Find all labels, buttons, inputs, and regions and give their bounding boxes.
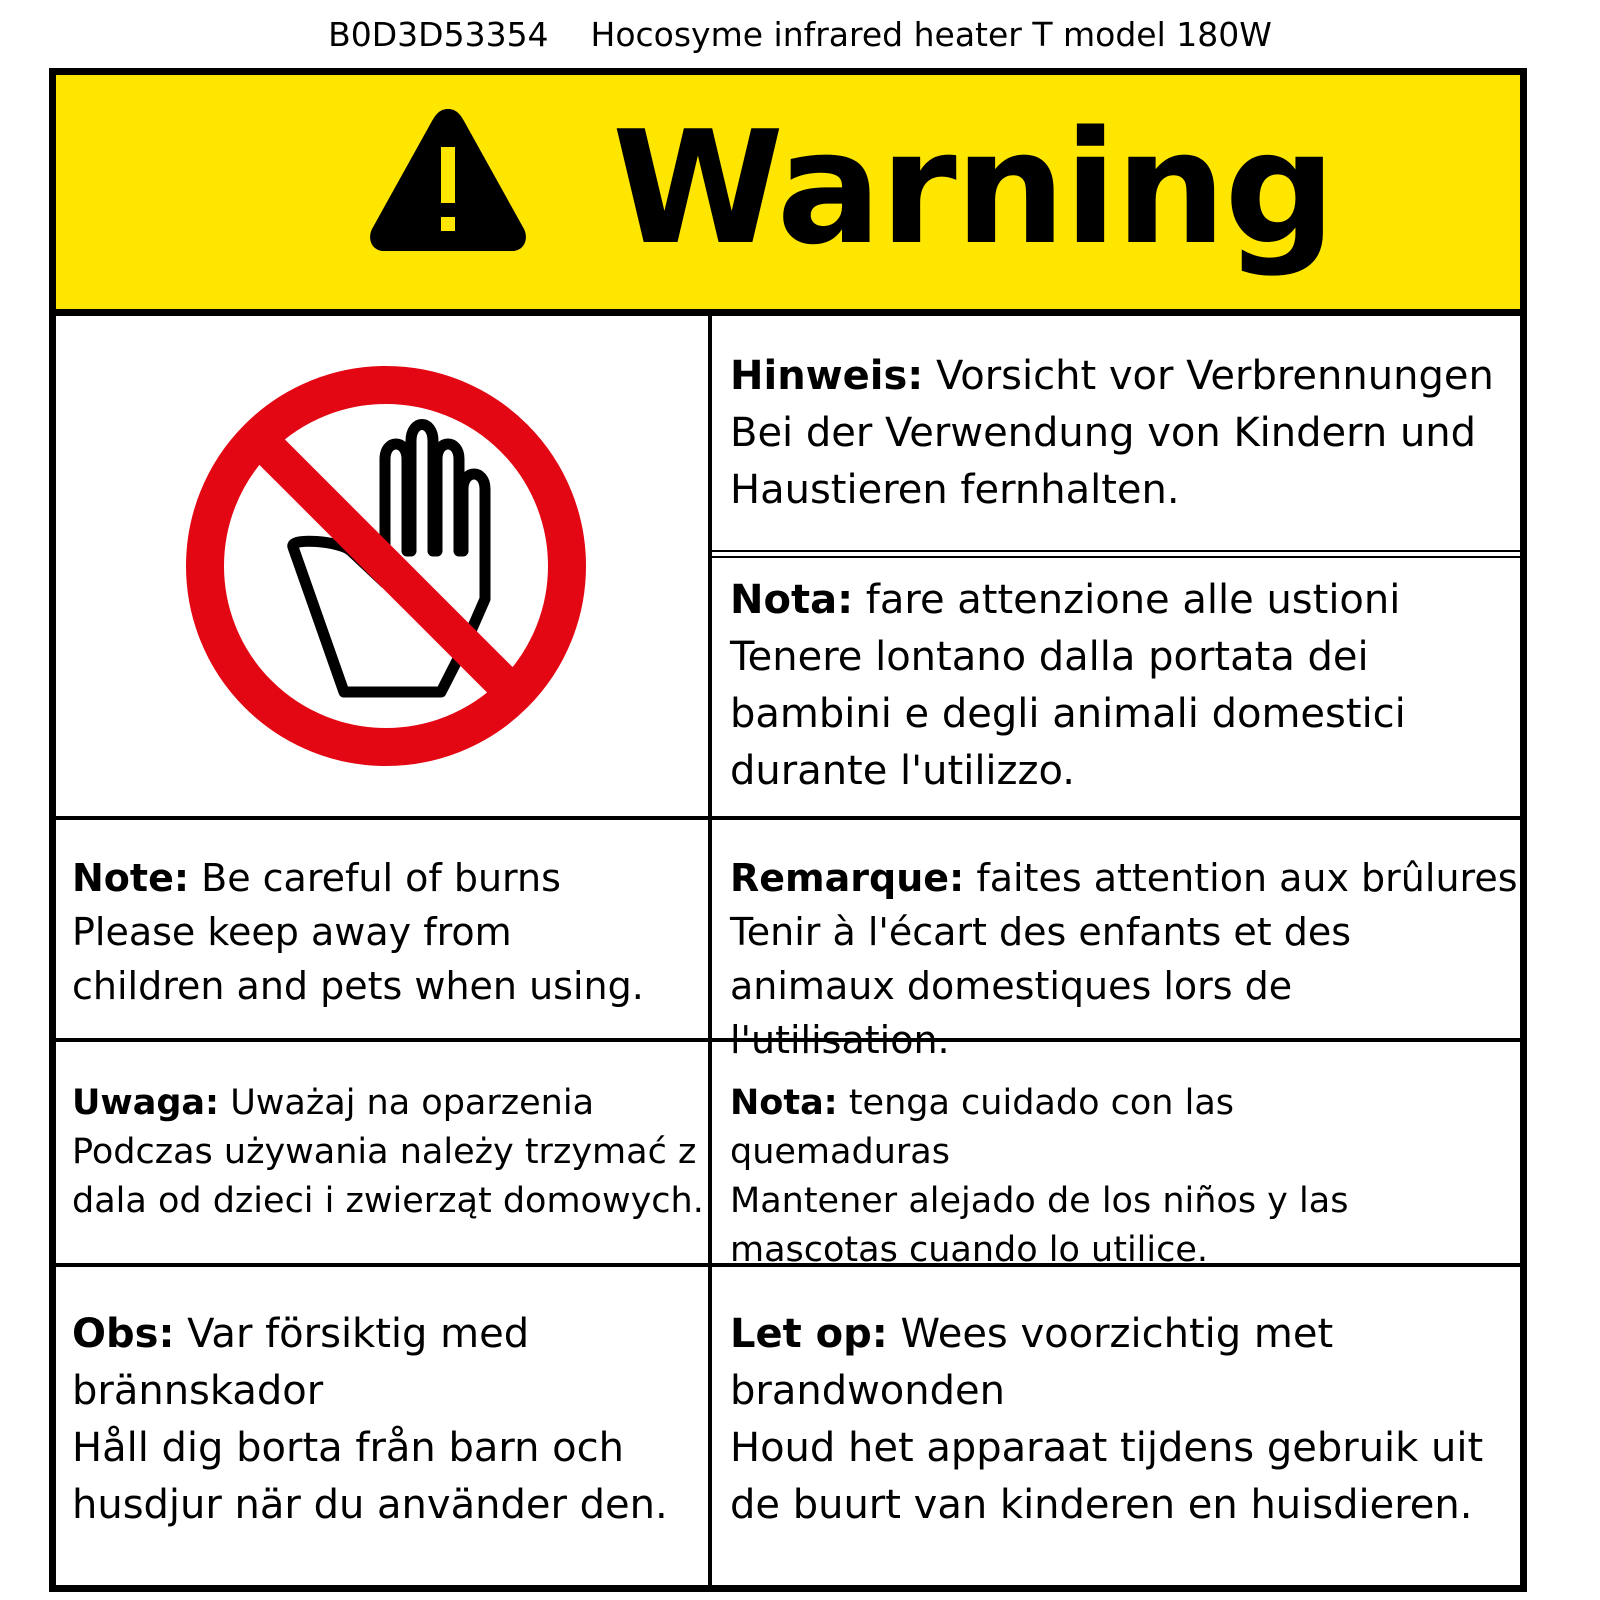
notice-it-first-line <box>730 572 1450 629</box>
notice-de <box>730 348 1520 519</box>
notice-grid <box>56 316 1520 1585</box>
warning-banner <box>56 75 1520 316</box>
notice-pl-line1: Uważaj na oparzenia <box>230 1083 595 1123</box>
notice-it-body: Tenere lontano dalla portata dei bambini e degli animali domestici durante l'utilizzo. <box>730 634 1406 794</box>
notice-de-line1: Vorsicht vor Verbrennungen <box>935 353 1494 399</box>
notice-es-label: Nota: <box>730 1083 838 1123</box>
notice-nl <box>730 1306 1520 1534</box>
row-divider <box>56 816 1520 820</box>
notice-de-body: Bei der Verwendung von Kindern und Haustieren fernhalten. <box>730 410 1477 513</box>
notice-sv-body: Håll dig borta från barn och husdjur när du använder den. <box>72 1425 668 1528</box>
notice-es <box>730 1079 1370 1275</box>
warning-title: Warning <box>612 97 1334 279</box>
notice-en-label: Note: <box>72 856 190 900</box>
product-name: Hocosyme infrared heater T model 180W <box>590 15 1272 54</box>
notice-sv <box>72 1306 692 1534</box>
column-divider <box>708 316 712 1585</box>
double-divider <box>712 550 1520 558</box>
notice-nl-first-line <box>730 1306 1520 1420</box>
notice-en-first-line <box>72 851 672 905</box>
notice-fr-body: Tenir à l'écart des enfants et des animaux domestiques lors de l'utilisation. <box>730 910 1352 1062</box>
notice-en-body: Please keep away from children and pets when using. <box>72 910 644 1008</box>
notice-de-first-line <box>730 348 1520 405</box>
notice-nl-line1: Wees voorzichtig met brandwonden <box>730 1311 1334 1414</box>
do-not-touch-sign <box>181 361 591 771</box>
notice-pl-first-line <box>72 1079 708 1128</box>
notice-fr-label: Remarque: <box>730 856 965 900</box>
notice-sv-line1: Var försiktig med brännskador <box>72 1311 530 1414</box>
notice-pl-body: Podczas używania należy trzymać z dala od dzieci i zwierząt domowych. <box>72 1132 704 1221</box>
product-code: B0D3D53354 <box>328 15 549 54</box>
notice-de-label: Hinweis: <box>730 353 924 399</box>
notice-es-body: Mantener alejado de los niños y las mascotas cuando lo utilice. <box>730 1181 1349 1270</box>
notice-fr-first-line <box>730 851 1520 905</box>
notice-it <box>730 572 1450 800</box>
warning-triangle-icon <box>366 105 530 255</box>
notice-sv-label: Obs: <box>72 1311 175 1357</box>
notice-sv-first-line <box>72 1306 692 1420</box>
notice-it-line1: fare attenzione alle ustioni <box>865 577 1401 623</box>
notice-en <box>72 851 672 1013</box>
sign-cell <box>56 316 708 816</box>
notice-it-label: Nota: <box>730 577 854 623</box>
document-caption <box>0 12 1600 58</box>
notice-fr-line1: faites attention aux brûlures <box>976 856 1518 900</box>
notice-nl-label: Let op: <box>730 1311 888 1357</box>
notice-nl-body: Houd het apparaat tijdens gebruik uit de buurt van kinderen en huisdieren. <box>730 1425 1484 1528</box>
notice-pl-label: Uwaga: <box>72 1083 220 1123</box>
notice-fr <box>730 851 1520 1067</box>
notice-en-line1: Be careful of burns <box>201 856 561 900</box>
notice-pl <box>72 1079 708 1226</box>
notice-es-first-line <box>730 1079 1370 1177</box>
notice-es-line1: tenga cuidado con las quemaduras <box>730 1083 1234 1172</box>
warning-label <box>49 68 1527 1592</box>
